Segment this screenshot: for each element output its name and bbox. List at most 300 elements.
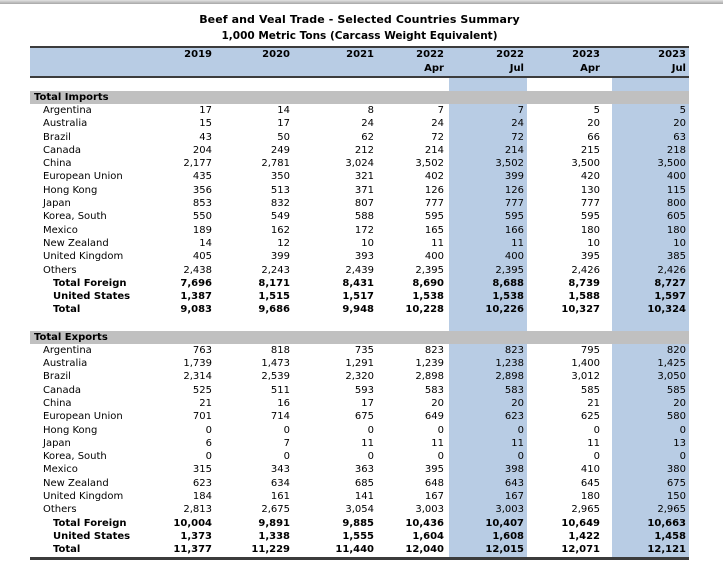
row-label: Mexico [43,464,78,476]
table-row [30,237,689,250]
row-label: Total Foreign [53,277,127,289]
value-cell: 12,015 [485,544,524,556]
value-cell: 167 [504,491,524,503]
value-cell: 184 [192,491,212,503]
table-header-row [30,46,689,78]
table-row [30,117,689,130]
value-cell: 315 [192,464,212,476]
value-cell: 585 [580,384,600,396]
value-cell: 2,781 [261,158,290,170]
value-cell: 162 [270,224,290,236]
section-spacer [30,317,689,331]
value-cell: 1,338 [258,530,290,542]
value-cell: 645 [580,477,600,489]
row-label: Hong Kong [43,424,98,436]
row-label: Australia [43,118,88,130]
value-cell: 62 [361,131,374,143]
value-cell: 2,965 [657,504,686,516]
trade-summary-table [30,46,689,560]
value-cell: 605 [666,211,686,223]
value-cell: 513 [270,184,290,196]
value-cell: 3,050 [657,371,686,383]
column-year: 2023 [572,49,600,60]
row-label: China [43,158,72,170]
column-header-2021 [293,48,377,76]
value-cell: 1,387 [180,291,212,303]
value-cell: 649 [424,411,444,423]
value-cell: 1,239 [415,358,444,370]
value-cell: 585 [666,384,686,396]
value-cell: 3,502 [495,158,524,170]
value-cell: 2,395 [415,264,444,276]
value-cell: 12,040 [405,544,444,556]
value-cell: 1,291 [345,358,374,370]
value-cell: 15 [199,118,212,130]
value-cell: 12 [277,237,290,249]
column-period: Jul [509,63,524,74]
value-cell: 402 [424,171,444,183]
value-cell: 20 [587,118,600,130]
value-cell: 150 [666,491,686,503]
value-cell: 395 [424,464,444,476]
value-cell: 10,649 [561,517,600,529]
column-period [137,62,212,76]
value-cell: 24 [431,118,444,130]
value-cell: 399 [270,251,290,263]
row-label: United States [53,530,131,542]
value-cell: 1,400 [571,358,600,370]
row-label: United States [53,291,131,303]
section-spacer [30,78,689,91]
table-row [30,144,689,157]
value-cell: 72 [511,131,524,143]
value-cell: 7 [437,105,444,116]
value-cell: 9,885 [342,517,374,529]
value-cell: 11 [587,437,600,449]
value-cell: 1,739 [183,358,212,370]
value-cell: 435 [192,171,212,183]
row-label: Japan [43,437,71,449]
value-cell: 410 [580,464,600,476]
table-row [30,277,689,290]
value-cell: 0 [679,424,686,436]
value-cell: 165 [424,224,444,236]
value-cell: 212 [354,144,374,156]
row-label: Total [53,544,81,556]
table-row [30,197,689,210]
value-cell: 10 [673,237,686,249]
value-cell: 218 [666,144,686,156]
value-cell: 14 [199,237,212,249]
table-row [30,543,689,556]
value-cell: 43 [199,131,212,143]
value-cell: 832 [270,198,290,210]
value-cell: 807 [354,198,374,210]
value-cell: 853 [192,198,212,210]
value-cell: 20 [673,118,686,130]
value-cell: 2,813 [183,504,212,516]
value-cell: 166 [504,224,524,236]
value-cell: 8,688 [492,277,524,289]
table-row [30,210,689,223]
value-cell: 14 [277,105,290,116]
value-cell: 9,948 [342,304,374,316]
value-cell: 701 [192,411,212,423]
value-cell: 6 [205,437,212,449]
value-cell: 214 [424,144,444,156]
row-label: Canada [43,384,82,396]
value-cell: 10,327 [561,304,600,316]
value-cell: 1,373 [180,530,212,542]
row-label: Hong Kong [43,184,98,196]
value-cell: 11 [431,237,444,249]
value-cell: 20 [673,397,686,409]
table-row [30,250,689,263]
value-cell: 141 [354,491,374,503]
value-cell: 511 [270,384,290,396]
row-label: Others [43,504,77,516]
table-row [30,450,689,463]
value-cell: 20 [511,397,524,409]
row-label: New Zealand [43,477,109,489]
value-cell: 2,395 [495,264,524,276]
value-cell: 11,440 [335,544,374,556]
value-cell: 17 [199,105,212,116]
value-cell: 11 [431,437,444,449]
value-cell: 1,608 [492,530,524,542]
value-cell: 2,439 [345,264,374,276]
value-cell: 10 [361,237,374,249]
row-label: Australia [43,358,88,370]
value-cell: 7,696 [180,277,212,289]
value-cell: 643 [504,477,524,489]
value-cell: 11,377 [173,544,212,556]
value-cell: 126 [424,184,444,196]
row-label: Total Foreign [53,517,127,529]
value-cell: 583 [504,384,524,396]
column-header-2020 [215,48,293,76]
value-cell: 1,538 [412,291,444,303]
value-cell: 8,727 [654,277,686,289]
value-cell: 398 [504,464,524,476]
value-cell: 380 [666,464,686,476]
value-cell: 10 [587,237,600,249]
value-cell: 130 [580,184,600,196]
value-cell: 21 [587,397,600,409]
value-cell: 180 [666,224,686,236]
column-year: 2020 [262,49,290,60]
column-period: Apr [580,63,600,74]
table-row [30,397,689,410]
section-header-total-imports: Total Imports [30,91,689,104]
value-cell: 777 [504,198,524,210]
value-cell: 763 [192,344,212,356]
value-cell: 215 [580,144,600,156]
value-cell: 0 [437,424,444,436]
value-cell: 8 [367,105,374,116]
column-header-2023-jul [603,48,689,76]
table-row [30,424,689,437]
column-year: 2023 [658,49,686,60]
column-period: Jul [671,63,686,74]
column-year: 2019 [184,49,212,60]
value-cell: 356 [192,184,212,196]
value-cell: 583 [424,384,444,396]
row-label: Argentina [43,344,92,356]
value-cell: 1,238 [495,358,524,370]
value-cell: 126 [504,184,524,196]
value-cell: 8,171 [258,277,290,289]
value-cell: 1,458 [654,530,686,542]
value-cell: 3,024 [345,158,374,170]
value-cell: 795 [580,344,600,356]
table-row [30,463,689,476]
row-label: Korea, South [43,451,107,463]
value-cell: 400 [424,251,444,263]
value-cell: 0 [437,451,444,463]
row-label: Brazil [43,371,71,383]
row-label: New Zealand [43,237,109,249]
value-cell: 0 [367,424,374,436]
value-cell: 5 [593,105,600,116]
value-cell: 189 [192,224,212,236]
value-cell: 50 [277,131,290,143]
value-cell: 2,438 [183,264,212,276]
value-cell: 675 [354,411,374,423]
value-cell: 0 [517,451,524,463]
value-cell: 685 [354,477,374,489]
value-cell: 72 [431,131,444,143]
column-period [215,62,290,76]
value-cell: 10,228 [405,304,444,316]
value-cell: 549 [270,211,290,223]
value-cell: 820 [666,344,686,356]
value-cell: 399 [504,171,524,183]
value-cell: 204 [192,144,212,156]
value-cell: 10,663 [647,517,686,529]
value-cell: 1,597 [654,291,686,303]
value-cell: 11,229 [251,544,290,556]
value-cell: 371 [354,184,374,196]
value-cell: 17 [277,118,290,130]
value-cell: 385 [666,251,686,263]
table-row [30,490,689,503]
section-header-total-exports: Total Exports [30,331,689,344]
value-cell: 595 [580,211,600,223]
value-cell: 777 [580,198,600,210]
value-cell: 525 [192,384,212,396]
column-header-2022-jul [447,48,527,76]
value-cell: 16 [277,397,290,409]
value-cell: 66 [587,131,600,143]
value-cell: 420 [580,171,600,183]
value-cell: 10,436 [405,517,444,529]
row-label: United Kingdom [43,491,124,503]
value-cell: 1,422 [568,530,600,542]
row-label: Mexico [43,224,78,236]
value-cell: 0 [593,451,600,463]
value-cell: 2,539 [261,371,290,383]
table-row [30,517,689,530]
value-cell: 321 [354,171,374,183]
value-cell: 172 [354,224,374,236]
table-row [30,170,689,183]
value-cell: 5 [679,105,686,116]
value-cell: 400 [504,251,524,263]
value-cell: 634 [270,477,290,489]
table-row [30,370,689,383]
value-cell: 0 [517,424,524,436]
value-cell: 1,538 [492,291,524,303]
value-cell: 714 [270,411,290,423]
value-cell: 818 [270,344,290,356]
table-row [30,224,689,237]
value-cell: 8,690 [412,277,444,289]
row-label: Canada [43,144,82,156]
value-cell: 167 [424,491,444,503]
value-cell: 3,500 [657,158,686,170]
value-cell: 580 [666,411,686,423]
value-cell: 2,898 [415,371,444,383]
value-cell: 13 [673,437,686,449]
column-header-2023-apr [527,48,603,76]
table-row [30,357,689,370]
value-cell: 0 [205,424,212,436]
table-row [30,131,689,144]
row-label: Korea, South [43,211,107,223]
table-row [30,290,689,303]
value-cell: 9,686 [258,304,290,316]
column-header-2019 [137,48,215,76]
value-cell: 7 [283,437,290,449]
value-cell: 550 [192,211,212,223]
value-cell: 593 [354,384,374,396]
value-cell: 1,604 [412,530,444,542]
table-row [30,530,689,543]
value-cell: 363 [354,464,374,476]
value-cell: 1,473 [261,358,290,370]
value-cell: 214 [504,144,524,156]
row-label: Brazil [43,131,71,143]
value-cell: 823 [504,344,524,356]
row-label: Japan [43,198,71,210]
column-period: Apr [424,63,444,74]
value-cell: 3,012 [571,371,600,383]
value-cell: 0 [679,451,686,463]
report-subtitle: 1,000 Metric Tons (Carcass Weight Equivalent) [221,30,498,42]
table-row [30,344,689,357]
table-row [30,384,689,397]
value-cell: 800 [666,198,686,210]
column-year: 2022 [496,49,524,60]
table-row [30,157,689,170]
row-label: European Union [43,171,123,183]
value-cell: 1,517 [342,291,374,303]
value-cell: 588 [354,211,374,223]
value-cell: 0 [283,424,290,436]
value-cell: 350 [270,171,290,183]
value-cell: 20 [431,397,444,409]
value-cell: 0 [205,451,212,463]
row-label: Total [53,304,81,316]
value-cell: 10,226 [485,304,524,316]
value-cell: 777 [424,198,444,210]
value-cell: 393 [354,251,374,263]
table-row [30,437,689,450]
value-cell: 735 [354,344,374,356]
value-cell: 0 [283,451,290,463]
value-cell: 675 [666,477,686,489]
value-cell: 648 [424,477,444,489]
value-cell: 11 [361,437,374,449]
value-cell: 7 [517,105,524,116]
value-cell: 0 [593,424,600,436]
value-cell: 1,515 [258,291,290,303]
value-cell: 8,739 [568,277,600,289]
table-row [30,410,689,423]
window-top-edge [0,0,723,4]
value-cell: 3,502 [415,158,444,170]
value-cell: 24 [511,118,524,130]
table-row [30,303,689,316]
column-year: 2022 [416,49,444,60]
value-cell: 1,555 [342,530,374,542]
value-cell: 249 [270,144,290,156]
report-title: Beef and Veal Trade - Selected Countries Summary [199,13,520,26]
value-cell: 623 [504,411,524,423]
value-cell: 3,003 [495,504,524,516]
value-cell: 595 [424,211,444,223]
value-cell: 1,425 [657,358,686,370]
value-cell: 11 [511,437,524,449]
table-body [30,78,689,557]
row-label: China [43,397,72,409]
value-cell: 395 [580,251,600,263]
row-label: Others [43,264,77,276]
value-cell: 11 [511,237,524,249]
value-cell: 63 [673,131,686,143]
value-cell: 180 [580,224,600,236]
table-row [30,184,689,197]
value-cell: 2,320 [345,371,374,383]
value-cell: 2,177 [183,158,212,170]
value-cell: 343 [270,464,290,476]
table-row [30,264,689,277]
value-cell: 2,426 [657,264,686,276]
value-cell: 595 [504,211,524,223]
value-cell: 623 [192,477,212,489]
value-cell: 12,121 [647,544,686,556]
row-label: United Kingdom [43,251,124,263]
value-cell: 2,314 [183,371,212,383]
column-period [293,62,374,76]
value-cell: 9,083 [180,304,212,316]
value-cell: 10,324 [647,304,686,316]
value-cell: 24 [361,118,374,130]
value-cell: 3,500 [571,158,600,170]
table-bottom-border [30,557,689,560]
value-cell: 161 [270,491,290,503]
value-cell: 180 [580,491,600,503]
value-cell: 2,426 [571,264,600,276]
value-cell: 823 [424,344,444,356]
value-cell: 2,965 [571,504,600,516]
table-row [30,503,689,516]
column-year: 2021 [346,49,374,60]
value-cell: 12,071 [561,544,600,556]
value-cell: 1,588 [568,291,600,303]
table-row [30,104,689,117]
